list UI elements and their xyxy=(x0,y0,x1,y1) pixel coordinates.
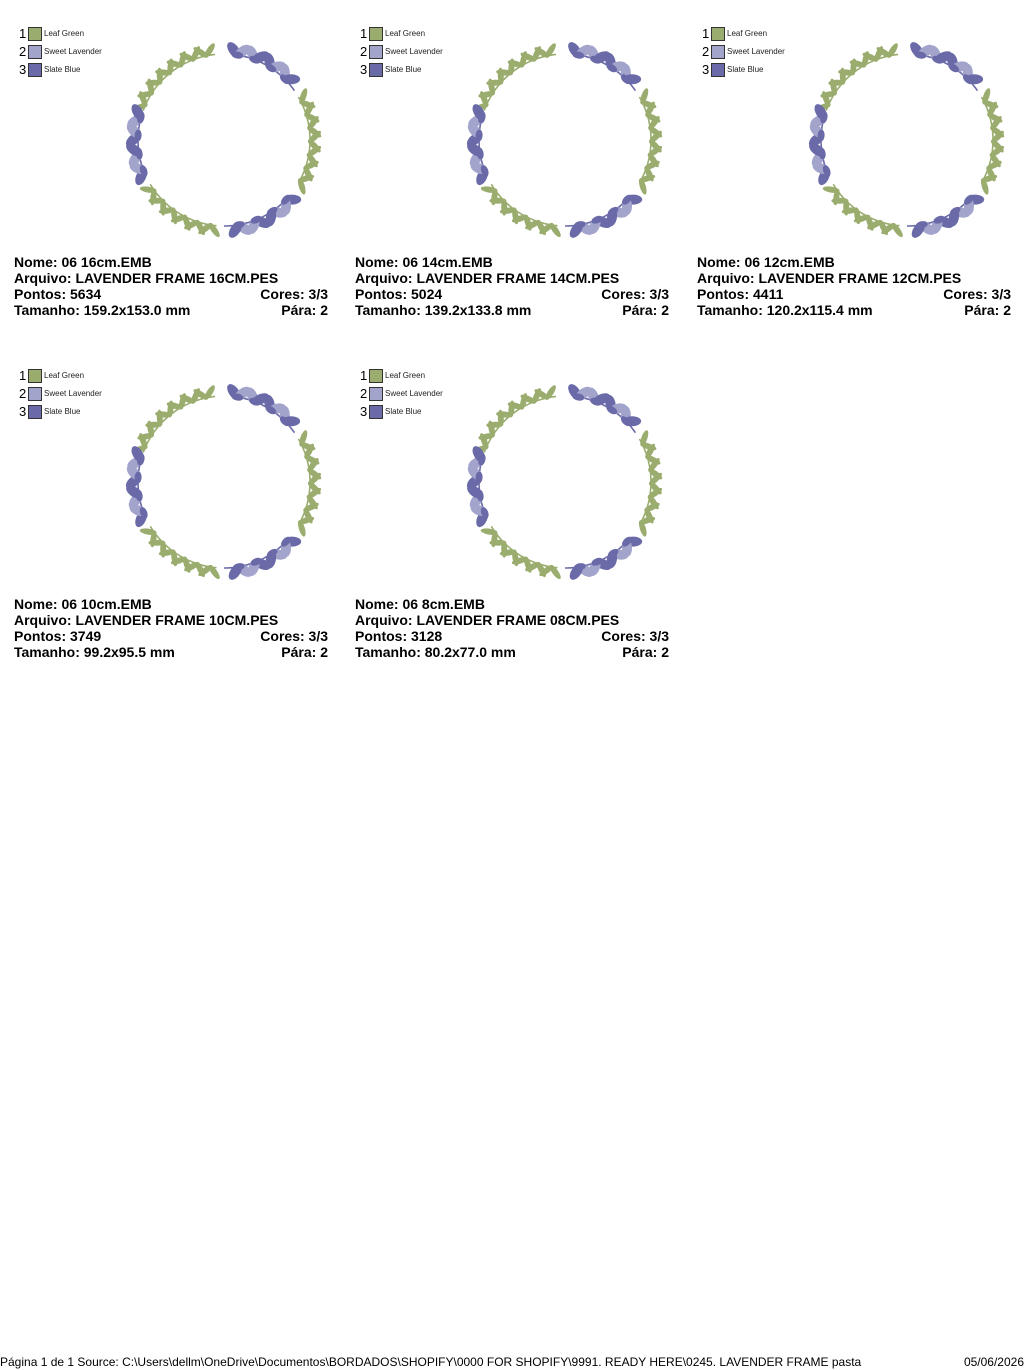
color-swatch xyxy=(369,387,383,401)
size-row xyxy=(355,644,669,660)
legend-color-name: Sweet Lavender xyxy=(385,389,443,398)
leaf xyxy=(543,384,557,402)
design-info xyxy=(355,254,669,318)
color-swatch xyxy=(369,405,383,419)
legend-number: 2 xyxy=(360,44,368,59)
color-swatch xyxy=(711,45,725,59)
legend-color-name: Leaf Green xyxy=(44,371,85,380)
leaf xyxy=(202,42,216,60)
legend-color-name: Leaf Green xyxy=(385,371,426,380)
size-row xyxy=(355,302,669,318)
size-row xyxy=(697,302,1011,318)
legend-color-name: Slate Blue xyxy=(44,407,81,416)
design-size: Tamanho: 99.2x95.5 mm xyxy=(14,644,175,660)
stop-count: Pára: 2 xyxy=(622,302,669,318)
design-file: Arquivo: LAVENDER FRAME 08CM.PES xyxy=(355,612,620,628)
design-file: Arquivo: LAVENDER FRAME 16CM.PES xyxy=(14,270,279,286)
leaf xyxy=(885,42,899,60)
legend-number: 2 xyxy=(19,386,27,401)
legend-number: 1 xyxy=(360,368,368,383)
stitch-row xyxy=(355,286,669,302)
design-file: Arquivo: LAVENDER FRAME 12CM.PES xyxy=(697,270,962,286)
design-size: Tamanho: 120.2x115.4 mm xyxy=(697,302,873,318)
color-swatch xyxy=(28,45,42,59)
design-block xyxy=(355,366,685,696)
legend-color-name: Leaf Green xyxy=(385,29,426,38)
design-block xyxy=(14,24,344,354)
design-info xyxy=(14,596,328,660)
design-name: Nome: 06 16cm.EMB xyxy=(14,254,152,270)
color-swatch xyxy=(28,405,42,419)
legend-color-name: Slate Blue xyxy=(727,65,764,74)
design-name: Nome: 06 14cm.EMB xyxy=(355,254,493,270)
legend-number: 1 xyxy=(702,26,710,41)
legend-number: 1 xyxy=(360,26,368,41)
color-count: Cores: 3/3 xyxy=(601,286,669,302)
design-size: Tamanho: 139.2x133.8 mm xyxy=(355,302,532,318)
color-swatch xyxy=(369,369,383,383)
wreath-embroidery-image xyxy=(797,30,1017,250)
legend-color-name: Sweet Lavender xyxy=(44,47,102,56)
design-block xyxy=(14,366,344,696)
color-swatch xyxy=(369,45,383,59)
design-name: Nome: 06 8cm.EMB xyxy=(355,596,485,612)
color-swatch xyxy=(711,63,725,77)
legend-number: 3 xyxy=(360,62,368,77)
color-count: Cores: 3/3 xyxy=(260,628,328,644)
legend-color-name: Leaf Green xyxy=(44,29,85,38)
stitch-count: Pontos: 3128 xyxy=(355,628,443,644)
legend-color-name: Slate Blue xyxy=(385,65,422,74)
footer-date: 05/06/2026 xyxy=(963,1355,1024,1369)
legend-color-name: Leaf Green xyxy=(727,29,768,38)
legend-number: 3 xyxy=(19,404,27,419)
stop-count: Pára: 2 xyxy=(964,302,1011,318)
color-swatch xyxy=(28,387,42,401)
legend-color-name: Slate Blue xyxy=(385,407,422,416)
design-name: Nome: 06 10cm.EMB xyxy=(14,596,152,612)
color-swatch xyxy=(711,27,725,41)
legend-color-name: Sweet Lavender xyxy=(385,47,443,56)
legend-color-name: Slate Blue xyxy=(44,65,81,74)
color-count: Cores: 3/3 xyxy=(601,628,669,644)
design-info xyxy=(697,254,1011,318)
legend-number: 3 xyxy=(360,404,368,419)
leaf xyxy=(202,384,216,402)
wreath-embroidery-image xyxy=(114,30,334,250)
legend-number: 1 xyxy=(19,26,27,41)
legend-number: 1 xyxy=(19,368,27,383)
design-size: Tamanho: 159.2x153.0 mm xyxy=(14,302,191,318)
stitch-count: Pontos: 5634 xyxy=(14,286,102,302)
stitch-row xyxy=(14,628,328,644)
color-count: Cores: 3/3 xyxy=(943,286,1011,302)
color-swatch xyxy=(369,63,383,77)
color-count: Cores: 3/3 xyxy=(260,286,328,302)
design-name: Nome: 06 12cm.EMB xyxy=(697,254,835,270)
legend-color-name: Sweet Lavender xyxy=(727,47,785,56)
stitch-row xyxy=(355,628,669,644)
legend-number: 3 xyxy=(19,62,27,77)
leaf xyxy=(543,42,557,60)
page-footer xyxy=(0,1354,1024,1370)
stop-count: Pára: 2 xyxy=(281,644,328,660)
color-swatch xyxy=(28,27,42,41)
size-row xyxy=(14,644,328,660)
design-file: Arquivo: LAVENDER FRAME 14CM.PES xyxy=(355,270,620,286)
stitch-count: Pontos: 3749 xyxy=(14,628,102,644)
design-block xyxy=(355,24,685,354)
stitch-row xyxy=(697,286,1011,302)
legend-number: 2 xyxy=(702,44,710,59)
stitch-count: Pontos: 4411 xyxy=(697,286,784,302)
size-row xyxy=(14,302,328,318)
design-size: Tamanho: 80.2x77.0 mm xyxy=(355,644,516,660)
design-block xyxy=(697,24,1024,354)
stitch-row xyxy=(14,286,328,302)
stop-count: Pára: 2 xyxy=(622,644,669,660)
color-swatch xyxy=(28,369,42,383)
wreath-embroidery-image xyxy=(455,372,675,592)
legend-number: 2 xyxy=(19,44,27,59)
footer-source: Página 1 de 1 Source: C:\Users\dellm\OneDrive\Documentos\BORDADOS\SHOPIFY\0000 FOR SHOPIFY\9991. READY HERE\0245. LAVENDER FRAME pasta xyxy=(0,1355,862,1369)
wreath-embroidery-image xyxy=(114,372,334,592)
wreath-embroidery-image xyxy=(455,30,675,250)
legend-number: 3 xyxy=(702,62,710,77)
design-file: Arquivo: LAVENDER FRAME 10CM.PES xyxy=(14,612,279,628)
legend-number: 2 xyxy=(360,386,368,401)
stop-count: Pára: 2 xyxy=(281,302,328,318)
legend-color-name: Sweet Lavender xyxy=(44,389,102,398)
stitch-count: Pontos: 5024 xyxy=(355,286,443,302)
color-swatch xyxy=(28,63,42,77)
color-swatch xyxy=(369,27,383,41)
design-info xyxy=(14,254,328,318)
design-info xyxy=(355,596,669,660)
